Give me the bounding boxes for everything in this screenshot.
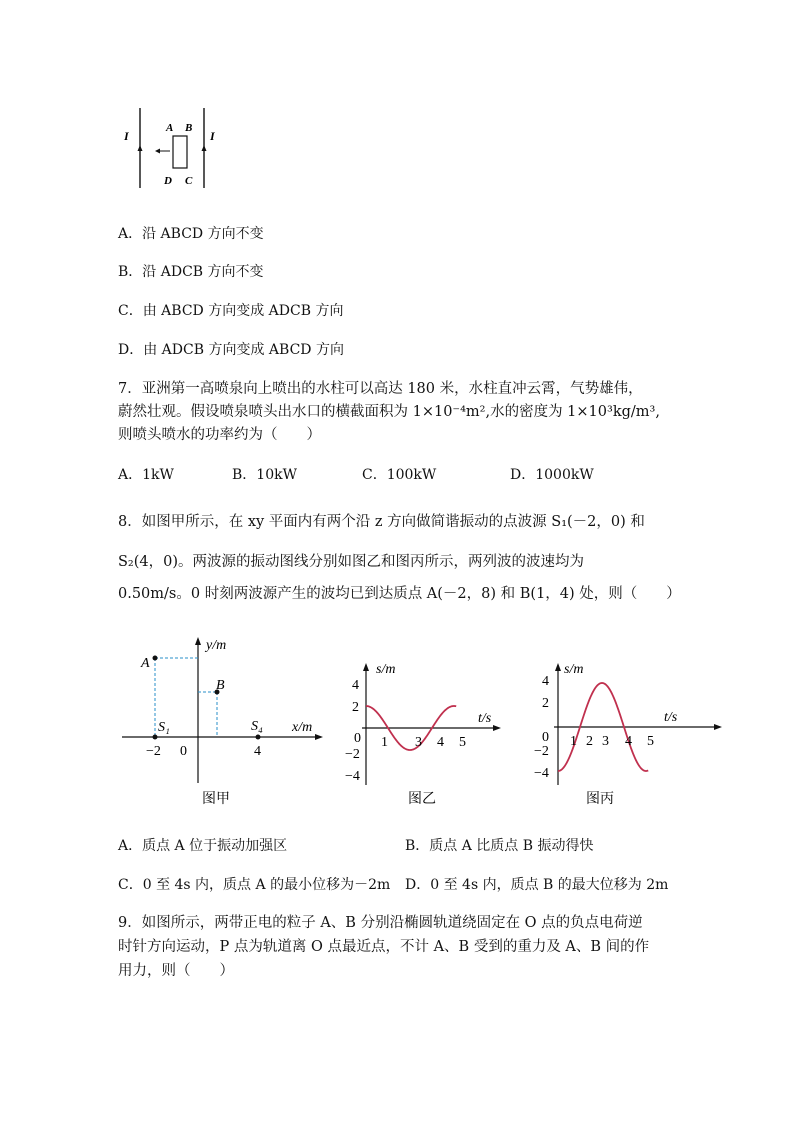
caption-jia: 图甲 — [202, 792, 230, 807]
q7-stem-line2: 蔚然壮观。假设喷泉喷头出水口的横截面积为 1×10⁻⁴m²,水的密度为 1×10³kg/m³, — [118, 404, 660, 420]
q8-stem-line3: 0.50m/s。0 时刻两波源产生的波均已到达质点 A(－2，8) 和 B(1，4) 处，则（ ） — [118, 586, 681, 602]
label-s4: S₄ — [251, 719, 263, 734]
y-axis-label: y/m — [206, 638, 227, 653]
figure-jia — [118, 625, 333, 810]
t-tick-4: 4 — [437, 735, 444, 750]
t-axis-label: t/s — [478, 711, 492, 726]
y-tick-neg2: −2 — [534, 744, 549, 759]
q9-stem-line1: 9．如图所示，两带正电的粒子 A、B 分别沿椭圆轨道绕固定在 O 点的负点电荷逆 — [118, 915, 643, 931]
left-current-arrow — [138, 145, 143, 151]
t-axis-label: t/s — [664, 710, 678, 725]
figure-yi — [340, 655, 515, 810]
y-axis-label: s/m — [376, 662, 396, 677]
q7-option-b: B．10kW — [232, 467, 297, 483]
t-axis-arrow — [493, 725, 501, 731]
source-s1 — [153, 735, 158, 740]
tick-4: 4 — [254, 744, 261, 759]
figure-bing — [528, 655, 728, 810]
wire-loop-figure — [110, 100, 230, 195]
t-tick-1: 1 — [570, 734, 577, 749]
rectangular-loop — [173, 136, 187, 168]
label-point-b: B — [216, 678, 225, 693]
t-tick-1: 1 — [381, 735, 388, 750]
t-axis-arrow — [714, 724, 722, 730]
y-axis-arrow — [363, 663, 369, 671]
t-tick-5: 5 — [647, 734, 654, 749]
label-s1: S₁ — [158, 720, 170, 735]
t-tick-4: 4 — [625, 734, 632, 749]
label-corner-d: D — [164, 175, 172, 187]
y-tick-2: 2 — [352, 700, 359, 715]
q8-option-d: D．0 至 4s 内，质点 B 的最大位移为 2m — [405, 877, 669, 893]
q8-stem-line2: S₂(4，0)。两波源的振动图线分别如图乙和图丙所示，两列波的波速均为 — [118, 554, 585, 570]
label-left-i: I — [124, 129, 129, 143]
q9-stem-line2: 时针方向运动，P 点为轨道离 O 点最近点，不计 A、B 受到的重力及 A、B 间的作 — [118, 939, 650, 955]
q6-option-c: C．由 ABCD 方向变成 ADCB 方向 — [118, 303, 344, 319]
tick-0: 0 — [180, 744, 187, 759]
q8-option-c: C．0 至 4s 内，质点 A 的最小位移为－2m — [118, 877, 391, 893]
caption-yi: 图乙 — [408, 792, 436, 807]
q7-option-a: A．1kW — [118, 467, 174, 483]
q9-stem-line3: 用力，则（ ） — [118, 963, 234, 979]
q8-stem-line1: 8．如图甲所示，在 xy 平面内有两个沿 z 方向做简谐振动的点波源 S₁(－2，0) 和 — [118, 514, 645, 530]
label-corner-a: A — [166, 122, 174, 134]
q6-option-d: D．由 ADCB 方向变成 ABCD 方向 — [118, 342, 344, 358]
caption-bing: 图丙 — [586, 792, 614, 807]
q6-option-a: A．沿 ABCD 方向不变 — [118, 226, 264, 242]
y-tick-neg4: −4 — [534, 766, 549, 781]
y-tick-4: 4 — [352, 678, 359, 693]
motion-arrow-head — [155, 149, 160, 154]
t-tick-3: 3 — [602, 734, 609, 749]
label-corner-b: B — [185, 122, 193, 134]
t-tick-2: 2 — [586, 734, 593, 749]
q8-option-a: A．质点 A 位于振动加强区 — [118, 838, 288, 854]
x-axis-arrow — [315, 734, 323, 740]
y-axis-arrow — [195, 637, 201, 645]
label-point-a: A — [141, 656, 150, 671]
t-tick-3: 3 — [415, 735, 422, 750]
q8-option-b: B．质点 A 比质点 B 振动得快 — [405, 838, 594, 854]
q7-stem-line3: 则喷头喷水的功率约为（ ） — [118, 427, 321, 443]
right-current-arrow — [202, 145, 207, 151]
source-s4 — [256, 735, 261, 740]
t-tick-5: 5 — [459, 735, 466, 750]
y-tick-0: 0 — [542, 730, 549, 745]
tick-neg2: −2 — [146, 744, 161, 759]
q6-option-b: B．沿 ADCB 方向不变 — [118, 264, 264, 280]
q7-option-d: D．1000kW — [510, 467, 594, 483]
x-axis-label: x/m — [292, 720, 313, 735]
label-corner-c: C — [185, 175, 193, 187]
y-axis-label: s/m — [564, 662, 584, 677]
q7-stem-line1: 7．亚洲第一高喷泉向上喷出的水柱可以高达 180 米，水柱直冲云霄，气势雄伟， — [118, 381, 643, 397]
q7-option-c: C．100kW — [362, 467, 437, 483]
y-tick-2: 2 — [542, 696, 549, 711]
point-a — [153, 656, 158, 661]
y-axis-arrow — [555, 663, 561, 671]
y-tick-0: 0 — [354, 731, 361, 746]
y-tick-neg2: −2 — [345, 747, 360, 762]
y-tick-neg4: −4 — [345, 769, 360, 784]
label-right-i: I — [210, 129, 215, 143]
y-tick-4: 4 — [542, 674, 549, 689]
